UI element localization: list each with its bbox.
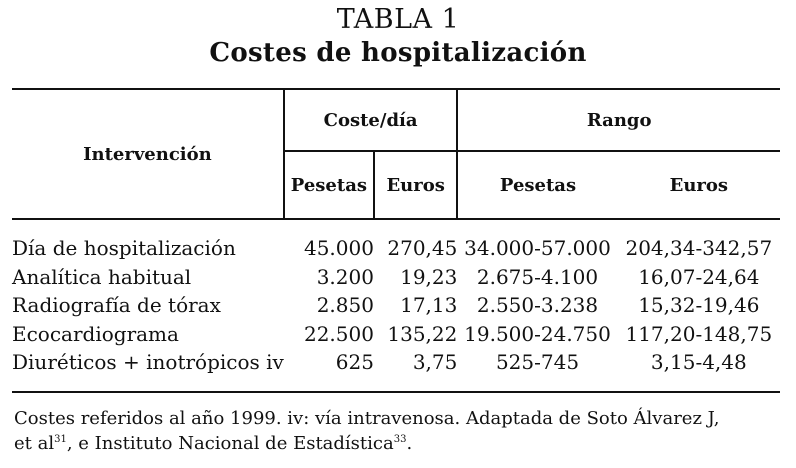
cell-cost-euros: 19,23 <box>400 264 458 289</box>
cell-cost-pesetas: 22.500 <box>303 321 374 346</box>
table-row <box>12 348 780 377</box>
cell-range-pesetas: 2.550-3.238 <box>476 293 599 317</box>
table-row <box>12 234 780 263</box>
cell-intervention: Radiografía de tórax <box>12 293 221 317</box>
footnote-text: et al <box>14 433 55 454</box>
table-title-block <box>0 4 796 70</box>
cell-intervention: Ecocardiograma <box>12 321 179 346</box>
table-number: TABLA 1 <box>336 4 460 35</box>
cell-range-euros: 117,20-148,75 <box>625 321 773 346</box>
table-row <box>12 320 780 349</box>
cell-cost-pesetas: 2.850 <box>316 293 374 317</box>
footnote-line-1: Costes referidos al año 1999. iv: vía intravenosa. Adaptada de Soto Álvarez J, <box>14 408 720 429</box>
header-row-1 <box>12 89 780 151</box>
cell-range-pesetas: 525-745 <box>495 350 580 374</box>
table-row <box>12 263 780 292</box>
cell-cost-euros: 17,13 <box>400 293 458 317</box>
reference-number: 31 <box>54 434 67 445</box>
cell-intervention: Día de hospitalización <box>12 236 236 260</box>
cell-range-euros: 3,15-4,48 <box>650 350 747 374</box>
header-range-euros: Euros <box>618 151 780 219</box>
cell-range-euros: 16,07-24,64 <box>638 264 760 289</box>
header-intervention: Intervención <box>12 89 284 219</box>
cell-range-euros: 204,34-342,57 <box>625 236 773 260</box>
header-cost-euros: Euros <box>374 151 457 219</box>
table-row <box>12 291 780 320</box>
cell-intervention: Analítica habitual <box>12 264 192 289</box>
costs-table <box>12 88 780 393</box>
reference-number: 33 <box>393 434 407 445</box>
spacer-row <box>12 377 780 392</box>
footnote-text: , e Instituto Nacional de Estadística <box>66 433 394 454</box>
header-range: Rango <box>457 89 780 151</box>
cell-cost-euros: 3,75 <box>412 350 458 374</box>
footnote-text: . <box>406 433 413 454</box>
header-cost-per-day: Coste/día <box>284 89 458 151</box>
header-cost-pesetas: Pesetas <box>284 151 374 219</box>
cell-cost-euros: 270,45 <box>387 236 458 260</box>
cell-range-euros: 15,32-19,46 <box>638 293 760 317</box>
cell-range-pesetas: 19.500-24.750 <box>464 321 611 346</box>
footnote-line-2 <box>14 431 784 456</box>
table-footnote <box>14 406 784 456</box>
cell-range-pesetas: 34.000-57.000 <box>464 236 611 260</box>
cell-cost-euros: 135,22 <box>387 321 458 346</box>
spacer-row <box>12 219 780 234</box>
cell-range-pesetas: 2.675-4.100 <box>476 264 599 289</box>
header-range-pesetas: Pesetas <box>457 151 617 219</box>
cell-cost-pesetas: 3.200 <box>316 264 374 289</box>
cell-cost-pesetas: 625 <box>335 350 374 374</box>
cell-cost-pesetas: 45.000 <box>303 236 374 260</box>
table-title: Costes de hospitalización <box>209 38 587 68</box>
cell-intervention: Diuréticos + inotrópicos iv <box>12 350 284 374</box>
